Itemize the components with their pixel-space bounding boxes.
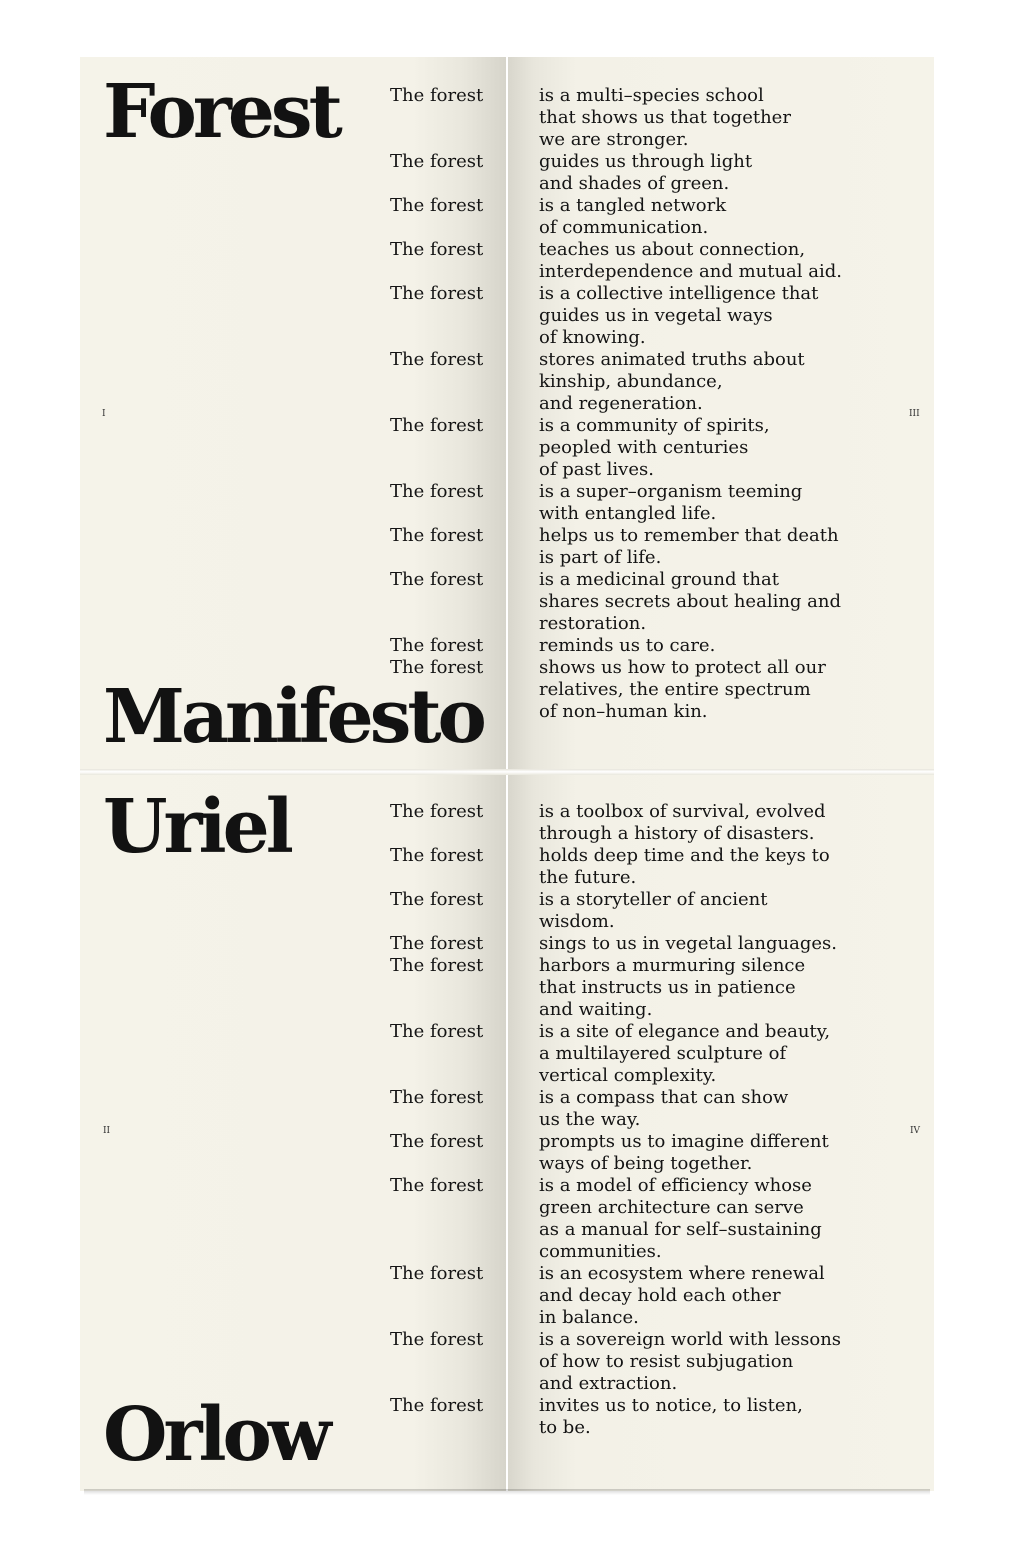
stanza-line: and decay hold each other: [539, 1285, 781, 1306]
stanza-lead: The forest: [390, 801, 484, 822]
stanza-line: ways of being together.: [539, 1153, 753, 1174]
stanza-body: [539, 1329, 1024, 1395]
stanza-lead: The forest: [390, 1329, 484, 1350]
stanza-lead: The forest: [390, 239, 484, 260]
stanza-lead: The forest: [390, 415, 484, 436]
stanza-line: of communication.: [539, 217, 709, 238]
stanza: [0, 415, 1024, 481]
stanza-line: is a super–organism teeming: [539, 481, 803, 502]
stanza-body: [539, 657, 1024, 723]
page-number-3: III: [909, 409, 920, 419]
stanza-body: [539, 933, 1024, 955]
stanza-line: green architecture can serve: [539, 1197, 804, 1218]
stanza-line: is a storyteller of ancient: [539, 889, 768, 910]
stanza-line: and regeneration.: [539, 393, 703, 414]
stanza: [0, 283, 1024, 349]
stanza-lead: The forest: [390, 889, 484, 910]
horizontal-fold: [80, 769, 934, 775]
stanza: [0, 1175, 1024, 1263]
stanza-line: shares secrets about healing and: [539, 591, 842, 612]
stanza-lead: The forest: [390, 955, 484, 976]
stanza: [0, 85, 1024, 151]
stanza-body: [539, 635, 1024, 657]
stanza-line: peopled with centuries: [539, 437, 749, 458]
title-manifesto: Manifesto: [103, 674, 483, 760]
stanza-lead: The forest: [390, 195, 484, 216]
stanza-lead: The forest: [390, 349, 484, 370]
stanza-line: reminds us to care.: [539, 635, 716, 656]
stanza-body: [539, 1263, 1024, 1329]
stanza-body: [539, 955, 1024, 1021]
stanza-line: is a model of efficiency whose: [539, 1175, 812, 1196]
stanza-line: is a community of spirits,: [539, 415, 770, 436]
stanza-line: is a compass that can show: [539, 1087, 789, 1108]
stanza-line: invites us to notice, to listen,: [539, 1395, 803, 1416]
stanza: [0, 481, 1024, 525]
stanza: [0, 195, 1024, 239]
stanza-line: with entangled life.: [539, 503, 717, 524]
stanza-line: interdependence and mutual aid.: [539, 261, 843, 282]
stanza: [0, 1263, 1024, 1329]
stanza-body: [539, 195, 1024, 239]
stanza-line: us the way.: [539, 1109, 641, 1130]
stanza: [0, 1131, 1024, 1175]
stanza-body: [539, 1131, 1024, 1175]
stanza: [0, 1395, 1024, 1439]
stanza-line: is a collective intelligence that: [539, 283, 819, 304]
stanza-line: of past lives.: [539, 459, 654, 480]
stanza: [0, 1087, 1024, 1131]
stanza-line: that shows us that together: [539, 107, 791, 128]
stanza-body: [539, 1087, 1024, 1131]
stanza-line: as a manual for self–sustaining: [539, 1219, 822, 1240]
poster-shadow: [84, 1489, 930, 1495]
manifesto-stanzas-bottom: [0, 801, 1024, 1439]
stanza-line: communities.: [539, 1241, 662, 1262]
stanza-lead: The forest: [390, 1087, 484, 1108]
stanza-body: [539, 801, 1024, 845]
stanza-body: [539, 349, 1024, 415]
page-number-4: IV: [910, 1126, 921, 1136]
stanza-line: of knowing.: [539, 327, 646, 348]
stanza-line: kinship, abundance,: [539, 371, 723, 392]
stanza: [0, 801, 1024, 845]
stanza-lead: The forest: [390, 1263, 484, 1284]
stanza-line: sings to us in vegetal languages.: [539, 933, 837, 954]
stanza-body: [539, 85, 1024, 151]
stanza-line: and shades of green.: [539, 173, 730, 194]
stanza-line: holds deep time and the keys to: [539, 845, 830, 866]
author-last-name: Orlow: [103, 1392, 328, 1478]
stanza-line: wisdom.: [539, 911, 615, 932]
author-first-name: Uriel: [103, 784, 290, 870]
stanza-body: [539, 1395, 1024, 1439]
stanza-line: of how to resist subjugation: [539, 1351, 794, 1372]
stanza-line: relatives, the entire spectrum: [539, 679, 811, 700]
stanza-body: [539, 569, 1024, 635]
stanza: [0, 525, 1024, 569]
stanza-line: and waiting.: [539, 999, 653, 1020]
stanza-line: is a toolbox of survival, evolved: [539, 801, 826, 822]
stanza-line: restoration.: [539, 613, 647, 634]
stanza-lead: The forest: [390, 1175, 484, 1196]
stanza-body: [539, 151, 1024, 195]
stanza-line: is a site of elegance and beauty,: [539, 1021, 831, 1042]
stanza-lead: The forest: [390, 569, 484, 590]
stanza-lead: The forest: [390, 481, 484, 502]
stanza-lead: The forest: [390, 151, 484, 172]
stanza: [0, 635, 1024, 657]
stanza: [0, 569, 1024, 635]
stanza-body: [539, 481, 1024, 525]
stanza-body: [539, 239, 1024, 283]
stanza: [0, 349, 1024, 415]
stanza-body: [539, 283, 1024, 349]
page-number-2: II: [103, 1126, 111, 1136]
stanza-line: the future.: [539, 867, 637, 888]
stanza-line: that instructs us in patience: [539, 977, 796, 998]
stanza-line: is a sovereign world with lessons: [539, 1329, 842, 1350]
stanza-lead: The forest: [390, 657, 484, 678]
stanza-lead: The forest: [390, 1395, 484, 1416]
stanza-line: in balance.: [539, 1307, 639, 1328]
stanza: [0, 889, 1024, 933]
stanza-body: [539, 889, 1024, 933]
stanza-body: [539, 415, 1024, 481]
stanza-line: of non–human kin.: [539, 701, 708, 722]
stanza-line: teaches us about connection,: [539, 239, 806, 260]
stanza-lead: The forest: [390, 85, 484, 106]
stanza: [0, 845, 1024, 889]
stanza-line: stores animated truths about: [539, 349, 805, 370]
stanza-body: [539, 525, 1024, 569]
stanza: [0, 1021, 1024, 1087]
stanza-line: and extraction.: [539, 1373, 678, 1394]
stanza-line: to be.: [539, 1417, 591, 1438]
stanza-line: vertical complexity.: [539, 1065, 717, 1086]
stanza-line: shows us how to protect all our: [539, 657, 826, 678]
stanza-line: is an ecosystem where renewal: [539, 1263, 825, 1284]
stanza-body: [539, 1021, 1024, 1087]
stanza-line: we are stronger.: [539, 129, 689, 150]
stanza-line: is a tangled network: [539, 195, 727, 216]
stanza-line: prompts us to imagine different: [539, 1131, 829, 1152]
stanza-lead: The forest: [390, 1131, 484, 1152]
stanza: [0, 955, 1024, 1021]
stanza-lead: The forest: [390, 933, 484, 954]
stanza-lead: The forest: [390, 1021, 484, 1042]
stanza-body: [539, 1175, 1024, 1263]
stanza-line: is a multi–species school: [539, 85, 764, 106]
stanza-line: guides us through light: [539, 151, 753, 172]
stanza-line: harbors a murmuring silence: [539, 955, 806, 976]
stanza-line: through a history of disasters.: [539, 823, 815, 844]
stanza-line: is a medicinal ground that: [539, 569, 779, 590]
stanza-line: helps us to remember that death: [539, 525, 839, 546]
stanza-lead: The forest: [390, 283, 484, 304]
stanza: [0, 933, 1024, 955]
stanza: [0, 239, 1024, 283]
page-number-1: I: [102, 409, 106, 419]
stanza-lead: The forest: [390, 525, 484, 546]
stanza: [0, 657, 1024, 723]
stanza: [0, 151, 1024, 195]
stanza-line: is part of life.: [539, 547, 662, 568]
stanza-lead: The forest: [390, 635, 484, 656]
stanza-lead: The forest: [390, 845, 484, 866]
stanza-line: guides us in vegetal ways: [539, 305, 773, 326]
stanza-body: [539, 845, 1024, 889]
stanza: [0, 1329, 1024, 1395]
stanza-line: a multilayered sculpture of: [539, 1043, 787, 1064]
manifesto-stanzas-top: [0, 85, 1024, 723]
title-forest: Forest: [103, 69, 339, 155]
